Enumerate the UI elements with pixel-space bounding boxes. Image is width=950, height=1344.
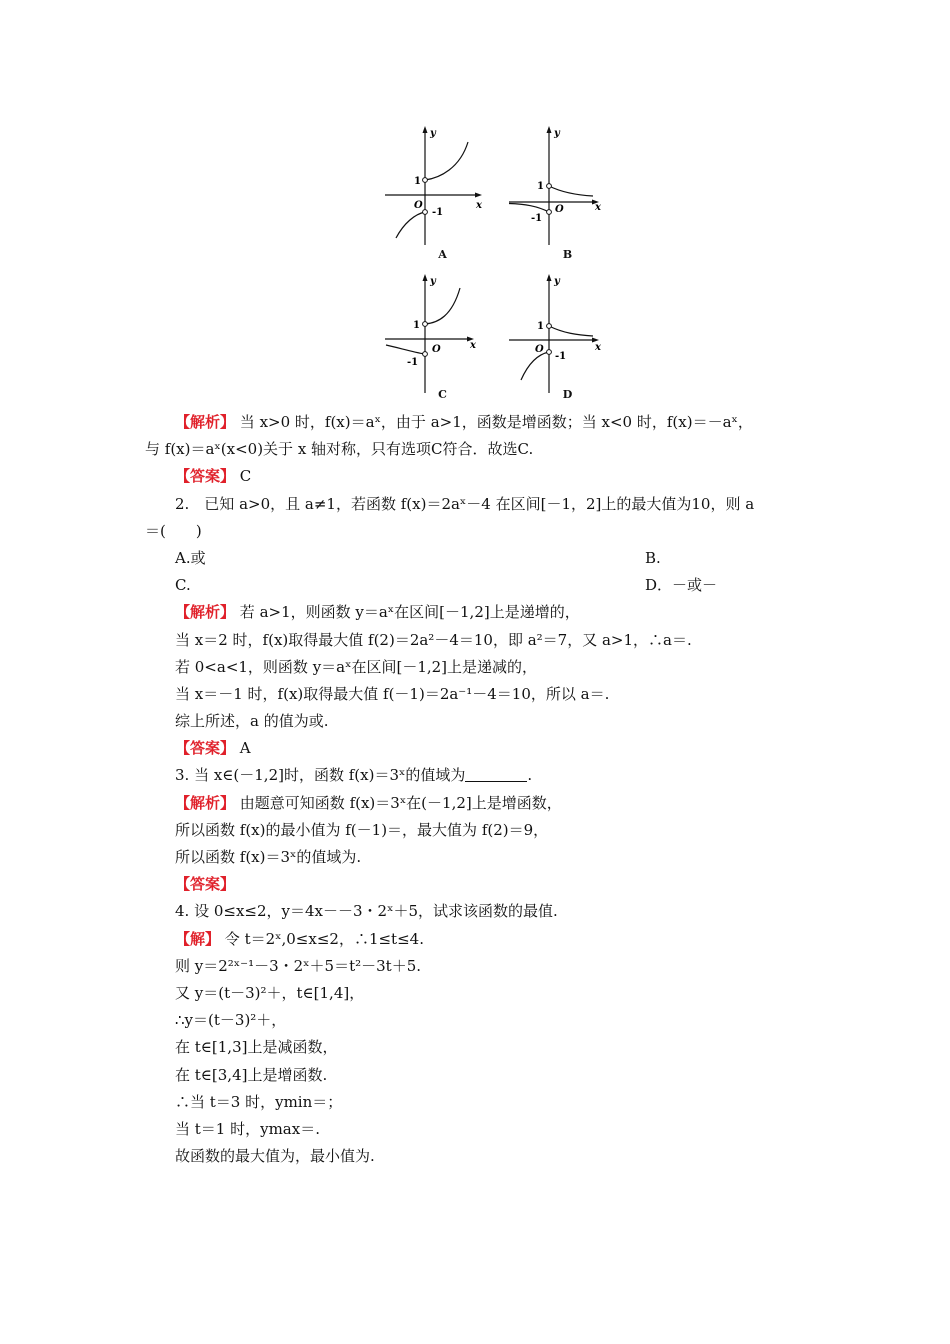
analysis-text: 若 a>1，则函数 y＝aˣ在区间[－1,2]上是递增的，: [239, 603, 580, 622]
option-d: D．－或－: [645, 576, 718, 595]
mark-top-label: 1: [413, 320, 420, 331]
q2-options-row-2: [145, 572, 815, 599]
q2-analysis-line-3: 若 0<a<1，则函数 y＝aˣ在区间[－1,2]上是递减的，: [175, 657, 538, 676]
q2-options-row-1: [145, 545, 815, 572]
q4-solution-line-2: 则 y＝2²ˣ⁻¹－3・2ˣ＋5＝t²－3t＋5.: [175, 956, 421, 975]
x-arrow: [475, 193, 482, 198]
q1-answer-line: [145, 463, 815, 490]
mark-bottom-label: -1: [555, 351, 567, 362]
curve-right: [549, 186, 593, 196]
q3-analysis-line-2: 所以函数 f(x)的最小值为 f(－1)＝，最大值为 f(2)＝9，: [175, 820, 549, 839]
answer-value: A: [239, 739, 251, 758]
analysis-text: 由题意可知函数 f(x)＝3ˣ在(－1,2]上是增函数，: [239, 793, 562, 812]
mark-bottom-label: -1: [531, 213, 543, 224]
origin-label: O: [555, 204, 564, 215]
graph-a: [380, 120, 505, 260]
curve-left: [396, 212, 425, 238]
q2-analysis-line-2: 当 x＝2 时，f(x)取得最大值 f(2)＝2a²－4＝10，即 a²＝7，又 a>1，∴a＝.: [175, 630, 692, 649]
mark-top-label: 1: [414, 176, 421, 187]
q4-solution-line-5: 在 t∈[1,3]上是减函数，: [175, 1038, 338, 1057]
option-a: A.或: [175, 548, 206, 567]
q2-stem-line-1: 2. 已知 a>0，且 a≠1，若函数 f(x)＝2aˣ－4 在区间[－1，2]上的最大值为10，则 a: [175, 494, 755, 513]
mark-top-label: 1: [537, 321, 544, 332]
open-point-bottom: [547, 350, 552, 355]
graph-a-plot: [380, 120, 505, 250]
q4-solution-line-8: 当 t＝1 时，ymax＝.: [175, 1119, 320, 1138]
q2-answer-line: [145, 735, 815, 762]
y-label: y: [554, 276, 560, 287]
y-arrow: [423, 274, 428, 281]
q4-stem-line: 4. 设 0≤x≤2，y＝4x－－3・2ˣ＋5，试求该函数的最值.: [175, 902, 558, 921]
x-label: x: [595, 202, 601, 213]
graph-caption: C: [438, 388, 447, 401]
graph-c-plot: [380, 268, 505, 398]
q3-analysis-line-3: 所以函数 f(x)＝3ˣ的值域为.: [175, 848, 362, 866]
curve-left: [521, 352, 549, 380]
open-point-top: [547, 184, 552, 189]
curve-right: [425, 288, 460, 324]
open-point-top: [423, 178, 428, 183]
document-body: [145, 409, 815, 1170]
origin-label: O: [535, 344, 544, 355]
mark-bottom-label: -1: [407, 357, 419, 368]
q4-solution-line-1: [145, 926, 815, 953]
curve-right: [549, 326, 593, 336]
q2-analysis-line-5: 综上所述，a 的值为或.: [175, 712, 329, 731]
x-label: x: [595, 342, 601, 353]
q3-stem-line: [145, 762, 815, 789]
q3-stem: 3. 当 x∈(－1,2]时，函数 f(x)＝3ˣ的值域为: [175, 766, 466, 785]
open-point-top: [423, 322, 428, 327]
q1-analysis-line-1: [145, 409, 815, 436]
y-arrow: [547, 126, 552, 133]
mark-top-label: 1: [537, 181, 544, 192]
analysis-tag: 【解析】: [175, 603, 236, 622]
graph-caption: B: [562, 248, 573, 261]
mark-bottom-label: -1: [432, 207, 444, 218]
x-label: x: [470, 340, 476, 351]
q3-analysis-line-1: [145, 790, 815, 817]
answer-tag: 【答案】: [175, 467, 236, 486]
graph-caption: A: [438, 248, 447, 261]
answer-value: C: [239, 467, 252, 486]
solution-text: 令 t＝2ˣ,0≤x≤2，∴1≤t≤4.: [224, 929, 424, 948]
graph-d-plot: [505, 268, 630, 398]
y-arrow: [547, 274, 552, 281]
analysis-tag: 【解析】: [175, 793, 236, 812]
graph-figure: [370, 120, 620, 410]
graph-d: [505, 268, 630, 408]
option-c: C.: [175, 576, 191, 595]
analysis-tag: 【解析】: [175, 413, 236, 431]
q4-solution-line-3: 又 y＝(t－3)²＋，t∈[1,4]，: [175, 983, 365, 1002]
curve-right: [425, 142, 468, 180]
y-label: y: [430, 276, 436, 287]
open-point-bottom: [423, 210, 428, 215]
origin-label: O: [414, 200, 423, 211]
answer-tag: 【答案】: [175, 739, 236, 758]
q3-stem-end: .: [527, 766, 533, 785]
q2-analysis-line-4: 当 x＝－1 时，f(x)取得最大值 f(－1)＝2a⁻¹－4＝10，所以 a＝.: [175, 684, 610, 703]
q4-solution-line-4: ∴y＝(t－3)²＋，: [175, 1011, 287, 1030]
answer-tag: 【答案】: [175, 875, 236, 894]
q4-solution-line-6: 在 t∈[3,4]上是增函数.: [175, 1065, 328, 1084]
q4-solution-line-9: 故函数的最大值为，最小值为.: [175, 1147, 375, 1166]
x-label: x: [476, 200, 482, 211]
graph-caption: D: [562, 388, 573, 401]
option-b: B.: [645, 548, 661, 567]
solution-tag: 【解】: [175, 929, 221, 948]
graph-b-plot: [505, 120, 630, 250]
y-arrow: [423, 126, 428, 133]
origin-label: O: [432, 344, 441, 355]
open-point-bottom: [547, 210, 552, 215]
q2-stem-line-2: ＝( ): [145, 521, 202, 540]
analysis-text: 当 x>0 时，f(x)＝aˣ，由于 a>1，函数是增函数；当 x<0 时，f(x)＝－aˣ，: [239, 413, 753, 431]
q2-analysis-line-1: [145, 599, 815, 626]
curve-left: [386, 345, 425, 354]
curve-left: [509, 204, 549, 213]
y-label: y: [430, 128, 436, 139]
q4-solution-line-7: ∴当 t＝3 时，ymin＝；: [175, 1092, 343, 1111]
graph-c: [380, 268, 505, 408]
graph-b: [505, 120, 630, 260]
q1-analysis-line-2: 与 f(x)＝aˣ(x<0)关于 x 轴对称，只有选项C符合．故选C.: [145, 440, 534, 459]
q3-answer-line: [145, 871, 815, 898]
open-point-bottom: [423, 352, 428, 357]
answer-blank: [465, 767, 527, 782]
y-label: y: [554, 128, 560, 139]
open-point-top: [547, 324, 552, 329]
